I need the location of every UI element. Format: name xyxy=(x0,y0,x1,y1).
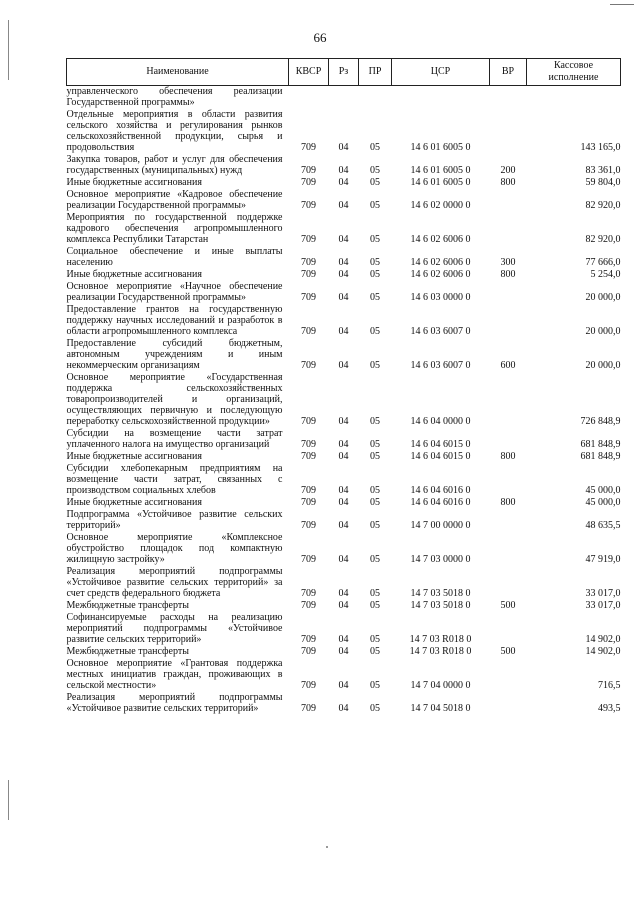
row-kvsr: 709 xyxy=(301,416,316,427)
row-pr: 05 xyxy=(370,177,380,188)
row-pr: 05 xyxy=(370,200,380,211)
header-csr: ЦСР xyxy=(392,59,490,86)
row-pr: 05 xyxy=(370,416,380,427)
row-name: Основное мероприятие «Государственная поддержка сельскохозяйственных товаропроизводителей и организаций, осуществляющих первичную и последующую переработку сельскохозяйственной продукции» xyxy=(66,372,283,427)
row-vr xyxy=(490,372,527,428)
row-name: Основное мероприятие «Научное обеспечение реализации Государственной программы» xyxy=(66,281,283,303)
row-vr xyxy=(490,212,527,246)
row-pr: 05 xyxy=(370,520,380,531)
row-rz: 04 xyxy=(338,554,349,565)
table-row xyxy=(67,372,621,428)
row-kvsr: 709 xyxy=(301,165,316,176)
row-pr: 05 xyxy=(370,451,380,462)
table-row xyxy=(67,86,621,110)
row-amount: 77 666,0 xyxy=(585,257,621,268)
row-csr: 14 6 04 6016 0 xyxy=(410,497,471,508)
table-row xyxy=(67,692,621,715)
row-kvsr: 709 xyxy=(301,360,316,371)
row-vr: 200 xyxy=(500,165,516,176)
table-row xyxy=(67,428,621,451)
row-pr: 05 xyxy=(370,588,380,599)
row-vr xyxy=(490,532,527,566)
row-rz: 04 xyxy=(338,497,349,508)
row-name: Основное мероприятие «Грантовая поддержка местных инициатив граждан, проживающих в сельской местности» xyxy=(66,658,283,691)
row-name: Предоставление грантов на государственную поддержку научных исследований и разработок в области агропромышленного комплекса xyxy=(66,304,283,337)
row-name: Иные бюджетные ассигнования xyxy=(66,269,202,280)
row-pr: 05 xyxy=(370,165,380,176)
row-kvsr: 709 xyxy=(301,600,316,611)
table-row xyxy=(67,600,621,612)
row-kvsr: 709 xyxy=(301,439,316,450)
row-name: Реализация мероприятий подпрограммы «Устойчивое развитие сельских территорий» за счет средств федерального бюджета xyxy=(66,566,283,599)
row-rz: 04 xyxy=(338,200,349,211)
row-kvsr: 709 xyxy=(301,269,316,280)
row-name: Основное мероприятие «Кадровое обеспечение реализации Государственной программы» xyxy=(66,189,283,211)
row-kvsr: 709 xyxy=(301,200,316,211)
row-vr: 500 xyxy=(500,600,516,611)
row-amount: 14 902,0 xyxy=(585,634,621,645)
table-row xyxy=(67,658,621,692)
row-pr: 05 xyxy=(370,600,380,611)
row-kvsr: 709 xyxy=(301,292,316,303)
row-kvsr: 709 xyxy=(301,646,316,657)
row-csr: 14 6 02 6006 0 xyxy=(410,257,471,268)
row-rz: 04 xyxy=(338,177,349,188)
page-number: 66 xyxy=(313,30,327,45)
row-csr: 14 7 03 0000 0 xyxy=(410,554,471,565)
row-amount: 33 017,0 xyxy=(585,588,621,599)
scan-mark xyxy=(610,4,634,5)
row-pr xyxy=(359,86,392,110)
header-pr: ПР xyxy=(359,59,392,86)
table-row xyxy=(67,497,621,509)
row-rz: 04 xyxy=(338,269,349,280)
row-rz: 04 xyxy=(338,703,349,714)
row-csr: 14 7 03 R018 0 xyxy=(409,646,472,657)
row-amount: 716,5 xyxy=(598,680,621,691)
row-rz: 04 xyxy=(338,485,349,496)
row-vr xyxy=(490,509,527,532)
row-amount: 83 361,0 xyxy=(585,165,621,176)
row-vr: 800 xyxy=(500,497,516,508)
row-name: Межбюджетные трансферты xyxy=(66,646,189,657)
row-csr: 14 6 02 6006 0 xyxy=(410,234,471,245)
row-name: Закупка товаров, работ и услуг для обеспечения государственных (муниципальных) нужд xyxy=(66,154,283,176)
row-rz xyxy=(329,86,359,110)
row-csr: 14 7 00 0000 0 xyxy=(410,520,471,531)
row-pr: 05 xyxy=(370,269,380,280)
row-csr: 14 6 04 6015 0 xyxy=(410,451,471,462)
row-rz: 04 xyxy=(338,588,349,599)
row-amount: 59 804,0 xyxy=(585,177,621,188)
row-name: управленческого обеспечения реализации Государственной программы» xyxy=(66,86,283,108)
row-csr: 14 6 01 6005 0 xyxy=(410,165,471,176)
row-pr: 05 xyxy=(370,257,380,268)
row-amount: 45 000,0 xyxy=(585,497,621,508)
row-kvsr: 709 xyxy=(301,257,316,268)
row-csr: 14 7 04 5018 0 xyxy=(410,703,471,714)
row-kvsr: 709 xyxy=(301,142,316,153)
row-rz: 04 xyxy=(338,451,349,462)
row-rz: 04 xyxy=(338,360,349,371)
row-rz: 04 xyxy=(338,439,349,450)
row-amount: 5 254,0 xyxy=(590,269,621,280)
row-amount xyxy=(527,86,621,110)
row-pr: 05 xyxy=(370,554,380,565)
row-csr: 14 6 03 6007 0 xyxy=(410,326,471,337)
row-kvsr: 709 xyxy=(301,520,316,531)
row-name: Межбюджетные трансферты xyxy=(66,600,189,611)
header-amount: Кассовое исполнение xyxy=(527,59,621,86)
table-row xyxy=(67,189,621,212)
table-row xyxy=(67,154,621,177)
row-amount: 82 920,0 xyxy=(585,234,621,245)
scan-edge-mark xyxy=(8,780,9,820)
table-row xyxy=(67,281,621,304)
row-name: Субсидии на возмещение части затрат уплаченного налога на имущество организаций xyxy=(66,428,283,450)
row-amount: 726 848,9 xyxy=(580,416,621,427)
row-vr xyxy=(490,692,527,715)
row-pr: 05 xyxy=(370,234,380,245)
row-name: Предоставление субсидий бюджетным, автономным учреждениям и иным некоммерческим организациям xyxy=(66,338,283,371)
row-name: Софинансируемые расходы на реализацию мероприятий подпрограммы «Устойчивое развитие сельских территорий» xyxy=(66,612,283,645)
scan-edge-mark xyxy=(8,20,9,80)
row-csr xyxy=(392,86,490,110)
row-rz: 04 xyxy=(338,165,349,176)
row-pr: 05 xyxy=(370,703,380,714)
table-row xyxy=(67,338,621,372)
table-row xyxy=(67,451,621,463)
row-rz: 04 xyxy=(338,680,349,691)
row-vr xyxy=(490,566,527,600)
table-row xyxy=(67,212,621,246)
header-kvsr: КВСР xyxy=(289,59,329,86)
row-vr xyxy=(490,612,527,646)
row-amount: 82 920,0 xyxy=(585,200,621,211)
row-name: Иные бюджетные ассигнования xyxy=(66,177,202,188)
row-csr: 14 6 01 6005 0 xyxy=(410,177,471,188)
header-vr: ВР xyxy=(490,59,527,86)
header-rz: Рз xyxy=(329,59,359,86)
row-name: Отдельные мероприятия в области развития сельского хозяйства и регулирования рынков сельскохозяйственной продукции, сырья и продовольствия xyxy=(66,109,283,153)
row-amount: 14 902,0 xyxy=(585,646,621,657)
row-vr: 800 xyxy=(500,269,516,280)
row-kvsr: 709 xyxy=(301,177,316,188)
table-row xyxy=(67,269,621,281)
row-kvsr xyxy=(289,86,329,110)
row-name: Подпрограмма «Устойчивое развитие сельских территорий» xyxy=(66,509,283,531)
row-csr: 14 6 04 6016 0 xyxy=(410,485,471,496)
row-vr: 600 xyxy=(500,360,516,371)
row-kvsr: 709 xyxy=(301,326,316,337)
row-kvsr: 709 xyxy=(301,680,316,691)
row-rz: 04 xyxy=(338,646,349,657)
row-vr xyxy=(490,281,527,304)
row-rz: 04 xyxy=(338,600,349,611)
row-kvsr: 709 xyxy=(301,497,316,508)
row-csr: 14 7 04 0000 0 xyxy=(410,680,471,691)
row-amount: 48 635,5 xyxy=(585,520,621,531)
row-vr xyxy=(490,428,527,451)
row-rz: 04 xyxy=(338,234,349,245)
table-row xyxy=(67,304,621,338)
row-rz: 04 xyxy=(338,326,349,337)
row-csr: 14 6 04 0000 0 xyxy=(410,416,471,427)
row-pr: 05 xyxy=(370,634,380,645)
row-amount: 681 848,9 xyxy=(580,439,621,450)
row-rz: 04 xyxy=(338,416,349,427)
row-amount: 45 000,0 xyxy=(585,485,621,496)
row-vr: 500 xyxy=(500,646,516,657)
row-pr: 05 xyxy=(370,360,380,371)
row-vr: 300 xyxy=(500,257,516,268)
row-pr: 05 xyxy=(370,680,380,691)
row-vr xyxy=(490,304,527,338)
row-name: Социальное обеспечение и иные выплаты населению xyxy=(66,246,283,268)
table-row xyxy=(67,509,621,532)
row-csr: 14 7 03 5018 0 xyxy=(410,588,471,599)
row-vr xyxy=(490,189,527,212)
row-kvsr: 709 xyxy=(301,234,316,245)
row-kvsr: 709 xyxy=(301,485,316,496)
table-row xyxy=(67,463,621,497)
row-kvsr: 709 xyxy=(301,554,316,565)
row-name: Реализация мероприятий подпрограммы «Устойчивое развитие сельских территорий» xyxy=(66,692,283,714)
budget-table xyxy=(66,58,621,715)
row-csr: 14 6 02 0000 0 xyxy=(410,200,471,211)
row-rz: 04 xyxy=(338,634,349,645)
row-amount: 493,5 xyxy=(598,703,621,714)
row-amount: 47 919,0 xyxy=(585,554,621,565)
header-name: Наименование xyxy=(67,59,289,86)
row-rz: 04 xyxy=(338,142,349,153)
table-row xyxy=(67,109,621,154)
row-pr: 05 xyxy=(370,497,380,508)
row-kvsr: 709 xyxy=(301,588,316,599)
row-vr xyxy=(490,658,527,692)
row-amount: 20 000,0 xyxy=(585,360,621,371)
row-kvsr: 709 xyxy=(301,703,316,714)
row-name: Иные бюджетные ассигнования xyxy=(66,497,202,508)
row-pr: 05 xyxy=(370,439,380,450)
table-row xyxy=(67,246,621,269)
row-rz: 04 xyxy=(338,292,349,303)
row-csr: 14 6 02 6006 0 xyxy=(410,269,471,280)
table-row xyxy=(67,532,621,566)
row-name: Основное мероприятие «Комплексное обустройство площадок под компактную жилищную застройку» xyxy=(66,532,283,565)
row-pr: 05 xyxy=(370,292,380,303)
row-rz: 04 xyxy=(338,257,349,268)
row-vr: 800 xyxy=(500,177,516,188)
row-rz: 04 xyxy=(338,520,349,531)
row-kvsr: 709 xyxy=(301,451,316,462)
table-row xyxy=(67,177,621,189)
row-vr: 800 xyxy=(500,451,516,462)
row-name: Мероприятия по государственной поддержке кадрового обеспечения агропромышленного комплекса Республики Татарстан xyxy=(66,212,283,245)
row-name: Иные бюджетные ассигнования xyxy=(66,451,202,462)
row-pr: 05 xyxy=(370,326,380,337)
row-amount: 20 000,0 xyxy=(585,292,621,303)
row-amount: 33 017,0 xyxy=(585,600,621,611)
row-amount: 681 848,9 xyxy=(580,451,621,462)
row-csr: 14 7 03 R018 0 xyxy=(409,634,472,645)
row-vr xyxy=(490,463,527,497)
row-csr: 14 6 04 6015 0 xyxy=(410,439,471,450)
row-pr: 05 xyxy=(370,646,380,657)
row-csr: 14 6 03 0000 0 xyxy=(410,292,471,303)
row-amount: 143 165,0 xyxy=(580,142,621,153)
row-csr: 14 7 03 5018 0 xyxy=(410,600,471,611)
row-csr: 14 6 01 6005 0 xyxy=(410,142,471,153)
row-kvsr: 709 xyxy=(301,634,316,645)
row-vr xyxy=(490,109,527,154)
row-vr xyxy=(490,86,527,110)
table-row xyxy=(67,646,621,658)
table-header-row xyxy=(67,59,621,86)
table-row xyxy=(67,566,621,600)
row-amount: 20 000,0 xyxy=(585,326,621,337)
row-csr: 14 6 03 6007 0 xyxy=(410,360,471,371)
row-name: Субсидии хлебопекарным предприятиям на возмещение части затрат, связанных с производством социальных хлебов xyxy=(66,463,283,496)
scan-dot xyxy=(326,846,328,848)
table-row xyxy=(67,612,621,646)
row-pr: 05 xyxy=(370,142,380,153)
row-pr: 05 xyxy=(370,485,380,496)
